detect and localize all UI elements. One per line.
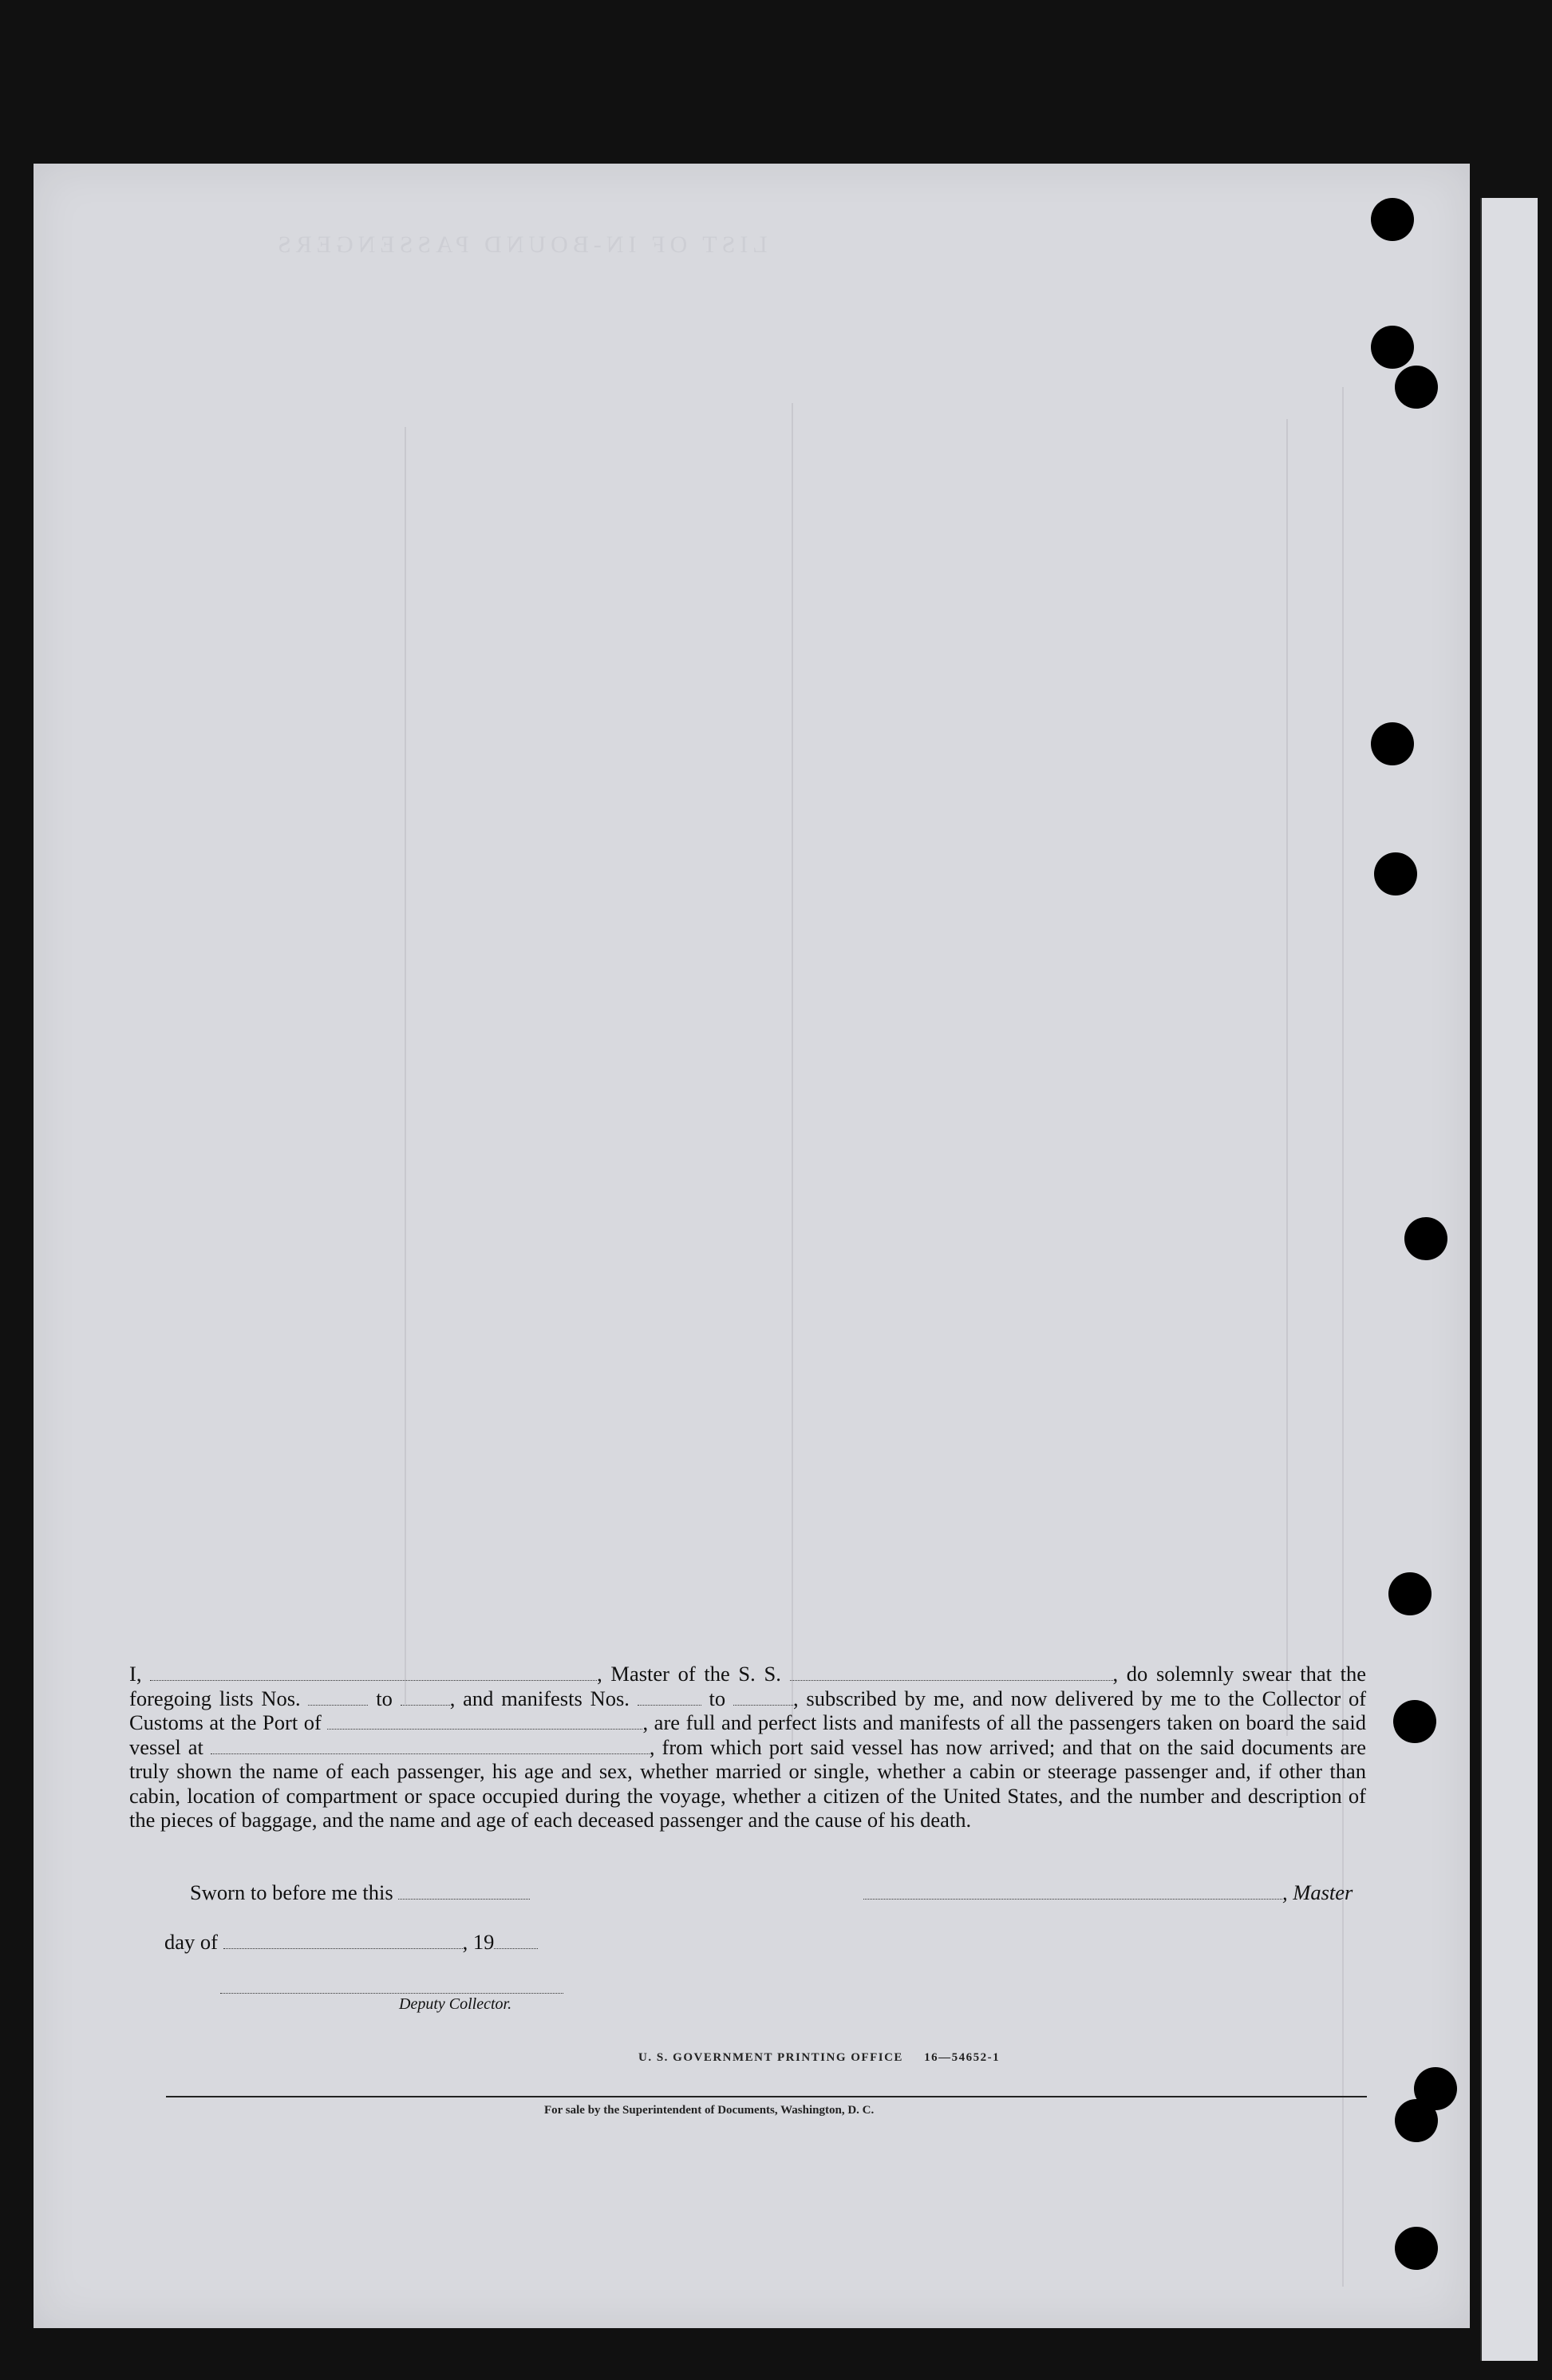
oath-text: , subscribed by me, and now <box>792 1686 1048 1710</box>
punch-hole <box>1388 1572 1432 1615</box>
punch-hole <box>1371 326 1414 369</box>
punch-hole <box>1395 2227 1438 2270</box>
bleed-through-title: LIST OF IN-BOUND PASSENGERS <box>273 231 768 258</box>
manifest-to-blank <box>733 1690 793 1706</box>
footer-rule <box>166 2096 1367 2097</box>
deputy-signature-line <box>220 1993 563 1994</box>
bleed-through-column-rule <box>792 403 793 1760</box>
document-page <box>34 164 1470 2328</box>
day-of-label: day of <box>164 1930 218 1954</box>
oath-text: manifests of all the passengers taken on board the said vessel at <box>129 1710 1366 1759</box>
punch-hole <box>1395 366 1438 409</box>
for-sale-note: For sale by the Superintendent of Documents, Washington, D. C. <box>544 2104 875 2117</box>
oath-text: swear that the foregoing lists Nos. <box>129 1662 1367 1710</box>
master-name-blank <box>150 1666 597 1681</box>
printing-code: 16—54652-1 <box>924 2051 1001 2064</box>
bleed-through-column-rule <box>405 427 406 1704</box>
vessel-name-blank <box>790 1666 1113 1681</box>
oath-text: , are full and perfect lists and <box>642 1710 894 1734</box>
port-blank <box>327 1714 642 1730</box>
sworn-date-blank <box>398 1884 530 1900</box>
oath-text: to <box>376 1686 393 1710</box>
list-from-blank <box>308 1690 368 1706</box>
sworn-label: Sworn to before me this <box>190 1880 393 1904</box>
punch-hole <box>1374 852 1417 895</box>
oath-text: to <box>709 1686 726 1710</box>
oath-text: , Master of the S. S. <box>597 1662 781 1686</box>
list-to-blank <box>401 1690 450 1706</box>
deputy-collector-label: Deputy Collector. <box>399 1995 512 2013</box>
manifest-from-blank <box>638 1690 701 1706</box>
oath-text: , from which <box>649 1734 762 1759</box>
printing-office: U. S. GOVERNMENT PRINTING OFFICE <box>638 2051 903 2064</box>
month-blank <box>223 1934 463 1949</box>
oath-text: delivered by me to the Collector of Customs at the Port of <box>129 1686 1367 1734</box>
master-signature-row <box>863 1880 1353 1905</box>
oath-text: , do solemnly <box>1112 1662 1234 1686</box>
year-prefix: , 19 <box>462 1930 495 1954</box>
punch-hole <box>1371 722 1414 765</box>
year-blank <box>494 1934 538 1949</box>
master-signature-blank <box>863 1884 1282 1900</box>
bleed-through-column-rule <box>1286 419 1288 1736</box>
printing-office-note <box>638 2051 1000 2065</box>
punch-hole <box>1393 1700 1436 1743</box>
master-label: , Master <box>1282 1880 1353 1904</box>
oath-text: , and manifests Nos. <box>449 1686 630 1710</box>
punch-hole <box>1404 1217 1447 1260</box>
oath-body: port said vessel has now arrived; and that on the said documents are truly shown the name of each passenger, his age and sex, whether married or single, whether a cabin or steerage passenger and, if other than cabin, location of compartment or space occupied during the voyage, whether a citizen of the United States, and the number and description of the pieces of baggage, and the name and age of each deceased passenger and the cause of his death. <box>129 1734 1367 1832</box>
underlying-sheet-edge <box>1480 198 1538 2361</box>
bleed-through-column-rule <box>1342 387 1344 2287</box>
master-oath-paragraph <box>129 1662 1366 1832</box>
oath-text: I, <box>129 1662 142 1686</box>
punch-hole <box>1395 2099 1438 2142</box>
sworn-row <box>190 1880 530 1905</box>
punch-hole <box>1371 198 1414 241</box>
departure-port-blank <box>211 1739 650 1754</box>
day-of-row <box>164 1930 538 1955</box>
